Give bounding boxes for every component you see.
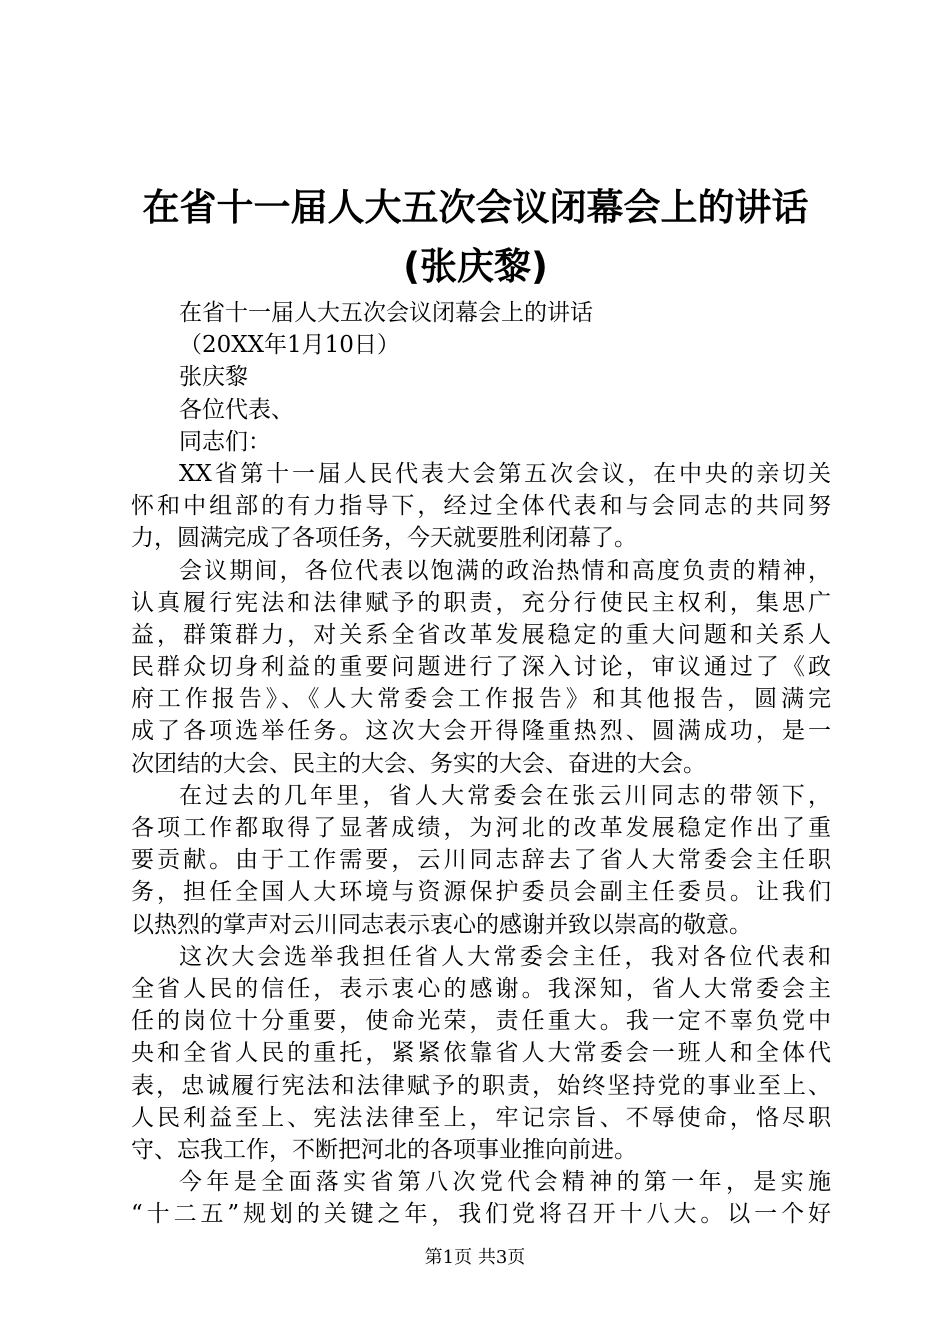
body-line: 张庆黎 <box>179 364 248 391</box>
body-line: 认真履行宪法和法律赋予的职责，充分行使民主权利，集思广 <box>131 589 831 616</box>
body-line: 次团结的大会、民主的大会、务实的大会、奋进的大会。 <box>131 750 706 777</box>
body-line: 这次大会选举我担任省人大常委会主任，我对各位代表和 <box>179 943 831 970</box>
body-line: 各项工作都取得了显著成绩，为河北的改革发展稳定作出了重 <box>131 815 831 841</box>
body-line: 各位代表、 <box>179 396 294 423</box>
body-line: 会议期间，各位代表以饱满的政治热情和高度负责的精神， <box>179 557 831 584</box>
body-line: 在过去的几年里，省人大常委会在张云川同志的带领下， <box>179 782 831 809</box>
body-line: 要贡献。由于工作需要，云川同志辞去了省人大常委会主任职 <box>131 847 831 874</box>
body-line: XX省第十一届人民代表大会第五次会议，在中央的亲切关 <box>179 460 831 487</box>
body-line: 任的岗位十分重要，使命光荣，责任重大。我一定不辜负党中 <box>131 1008 831 1035</box>
body-line: 守、忘我工作，不断把河北的各项事业推向前进。 <box>131 1136 637 1163</box>
page-footer: 第1页 共3页 <box>424 1247 526 1268</box>
body-line: 同志们： <box>179 428 271 455</box>
body-line: （20XX年1月10日） <box>179 332 400 359</box>
body-line: 人民利益至上、宪法法律至上，牢记宗旨、不辱使命，恪尽职 <box>131 1104 831 1131</box>
document-title: 在省十一届人大五次会议闭幕会上的讲话(张庆黎) <box>142 186 809 288</box>
body-line: 怀和中组部的有力指导下，经过全体代表和与会同志的共同努 <box>131 493 831 520</box>
document-body <box>131 297 831 1230</box>
body-line: 成了各项选举任务。这次大会开得隆重热烈、圆满成功，是一 <box>131 718 831 745</box>
body-line: 表，忠诚履行宪法和法律赋予的职责，始终坚持党的事业至上、 <box>131 1072 831 1099</box>
body-line: 府工作报告》、《人大常委会工作报告》和其他报告，圆满完 <box>131 686 831 713</box>
body-line: 全省人民的信任，表示衷心的感谢。我深知，省人大常委会主 <box>131 975 831 1002</box>
body-line: 央和全省人民的重托，紧紧依靠省人大常委会一班人和全体代 <box>131 1040 831 1067</box>
body-line: 以热烈的掌声对云川同志表示衷心的感谢并致以崇高的敬意。 <box>131 911 752 938</box>
body-line: “十二五”规划的关键之年，我们党将召开十八大。以一个好 <box>131 1201 831 1228</box>
body-line: 力，圆满完成了各项任务，今天就要胜利闭幕了。 <box>131 525 637 552</box>
body-line: 在省十一届人大五次会议闭幕会上的讲话 <box>179 300 593 326</box>
body-line: 今年是全面落实省第八次党代会精神的第一年，是实施 <box>179 1169 831 1196</box>
body-line: 益，群策群力，对关系全省改革发展稳定的重大问题和关系人 <box>131 621 831 648</box>
body-line: 民群众切身利益的重要问题进行了深入讨论，审议通过了《政 <box>131 654 831 681</box>
body-line: 务，担任全国人大环境与资源保护委员会副主任委员。让我们 <box>131 879 831 906</box>
